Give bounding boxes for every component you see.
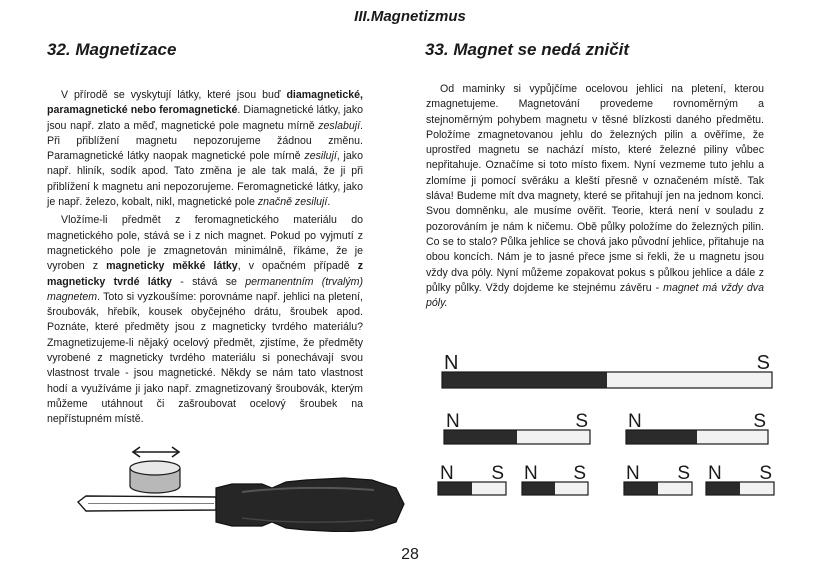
left-column-text — [47, 88, 363, 431]
text-run: - stává se — [171, 275, 246, 288]
south-pole-label: S — [677, 463, 690, 484]
text-run: zesilují — [304, 150, 337, 163]
south-pole-label: S — [759, 463, 772, 484]
text-run: permanentním (trvalým) magnetem — [47, 275, 363, 303]
text-run: . Diamagnetické látky, jako jsou např. zlato a měď, magnetické pole magnetu mírně — [47, 104, 364, 132]
north-pole-label: N — [628, 411, 642, 432]
south-pole-label: S — [753, 411, 766, 432]
north-pole-label: N — [444, 352, 459, 374]
text-run: . Při přiblížení magnetu nepozorujeme žádnou změnu. Paramagnetické látky naopak magnetické pole mírně — [47, 119, 363, 163]
bar-magnets-diagram — [430, 350, 780, 510]
text-run: magneticky měkké látky — [106, 260, 238, 273]
disc-magnet-icon — [130, 461, 180, 493]
page-number: 28 — [401, 546, 419, 563]
text-run: magnet má vždy dva póly. — [426, 281, 764, 310]
north-pole-label: N — [708, 463, 722, 484]
north-pole-label: N — [524, 463, 538, 484]
north-pole-half — [444, 430, 517, 444]
north-pole-half — [626, 430, 697, 444]
text-run: V přírodě se vyskytují látky, které jsou buď — [61, 89, 287, 101]
south-pole-half — [697, 430, 768, 444]
north-pole-label: N — [446, 411, 460, 432]
south-pole-label: S — [756, 352, 770, 374]
right-column-text — [426, 82, 764, 314]
paragraph — [47, 213, 363, 427]
south-pole-half — [607, 372, 772, 388]
text-run: Od maminky si vypůjčíme ocelovou jehlici na pletení, kterou zmagnetujeme. Magnetování provedeme rovnoměrným a stejnoměrným pohybem magnetu v těsné blízkosti daného předmětu. Položíme zmagnetovanou jehlu do železných pilin a ověříme, že uprostřed magnetu se nachází místo, které železné piliny vůbec nepřitahuje. Označíme si toto místo fixem. Nyní vezmeme tuto jehlu a zlomíme ji pomocí svěráku a kleští přesně v označeném místě. Tak sláva! Budeme mít dva magnety, které se přitahují jen na jednom konci. Svou domněnku, ale musíme ověřit. Teorie, která není v souladu z pozorováním je nám k ničemu. Obě půlky položíme do železných pilin. Co se to stalo? Půlka jehlice se chová jako původní jehlice, přitahuje na obou koncích. Nám je to jasné přece jsme si řekli, že u magnetu jsou vždy dva póly. Nyní můžeme zopakovat pokus s půlkou jehlice a dále z půlky půlky. Vždy dojdeme ke stejnému závěru - — [426, 83, 764, 294]
bar-magnet — [444, 411, 590, 444]
text-run: , jako např. hliník, sodík apod. Tato změna je ale tak malá, že ji při přiblížení k magnetu ani nepozorujeme. Feromagnetické látky, jako je např. železo, kobalt, nikl, magnetické pole — [47, 150, 363, 209]
bar-magnet — [626, 411, 768, 444]
south-pole-half — [517, 430, 590, 444]
paragraph — [47, 88, 363, 210]
bar-magnet — [624, 463, 692, 495]
north-pole-half — [442, 372, 607, 388]
text-run: . Toto si vyzkoušíme: porovnáme např. jehlici na pletení, šroubovák, hřebík, kousek obyčejného drátu, šroubek apod. Poznáte, které předměty jsou z magneticky tvrdého materiálu? Zmagnetizujeme-li nějaký ocelový předmět, zjistíme, že předměty vyrobené z magneticky tvrdého materiálu si ponechávají svou vlastnost trvale - jsou magnetické. Někdy se nám tato vlastnost hodí a využíváme ji jako např. zmagnetizovaný šroubovák, kterým můžeme utáhnout či zašroubovat ocelový šroubek na nepřístupném místě. — [47, 290, 363, 426]
chapter-heading: III.Magnetizmus — [354, 8, 466, 25]
text-run: zeslabují — [318, 119, 361, 132]
south-pole-label: S — [573, 463, 586, 484]
bar-magnet — [522, 463, 588, 495]
text-run: Vložíme-li předmět z feromagnetického materiálu do magnetického pole, stává se i z nich magnet. Pokud po vyjmutí z magnetického pole je zmagnetován minimálně, říkáme, že je vyroben z — [47, 214, 363, 273]
bar-magnet — [706, 463, 774, 495]
north-pole-label: N — [626, 463, 640, 484]
text-run: , v opačném případě — [237, 260, 358, 273]
text-run: z magneticky tvrdé látky — [47, 260, 363, 288]
text-run: značně zesilují — [257, 196, 328, 209]
text-run: diamagnetické, paramagnetické nebo feromagnetické — [47, 89, 363, 117]
bar-magnet — [442, 352, 772, 388]
south-pole-label: S — [575, 411, 588, 432]
section-title-magnet-cannot-be-destroyed: 33. Magnet se nedá zničit — [425, 40, 630, 59]
north-pole-label: N — [440, 463, 454, 484]
paragraph — [426, 82, 764, 311]
text-run: . — [327, 196, 331, 209]
section-title-magnetization: 32. Magnetizace — [47, 40, 177, 59]
screwdriver-icon — [78, 478, 404, 532]
bar-magnet — [438, 463, 506, 495]
screwdriver-illustration — [74, 436, 410, 532]
double-arrow-icon — [133, 447, 179, 457]
south-pole-label: S — [491, 463, 504, 484]
